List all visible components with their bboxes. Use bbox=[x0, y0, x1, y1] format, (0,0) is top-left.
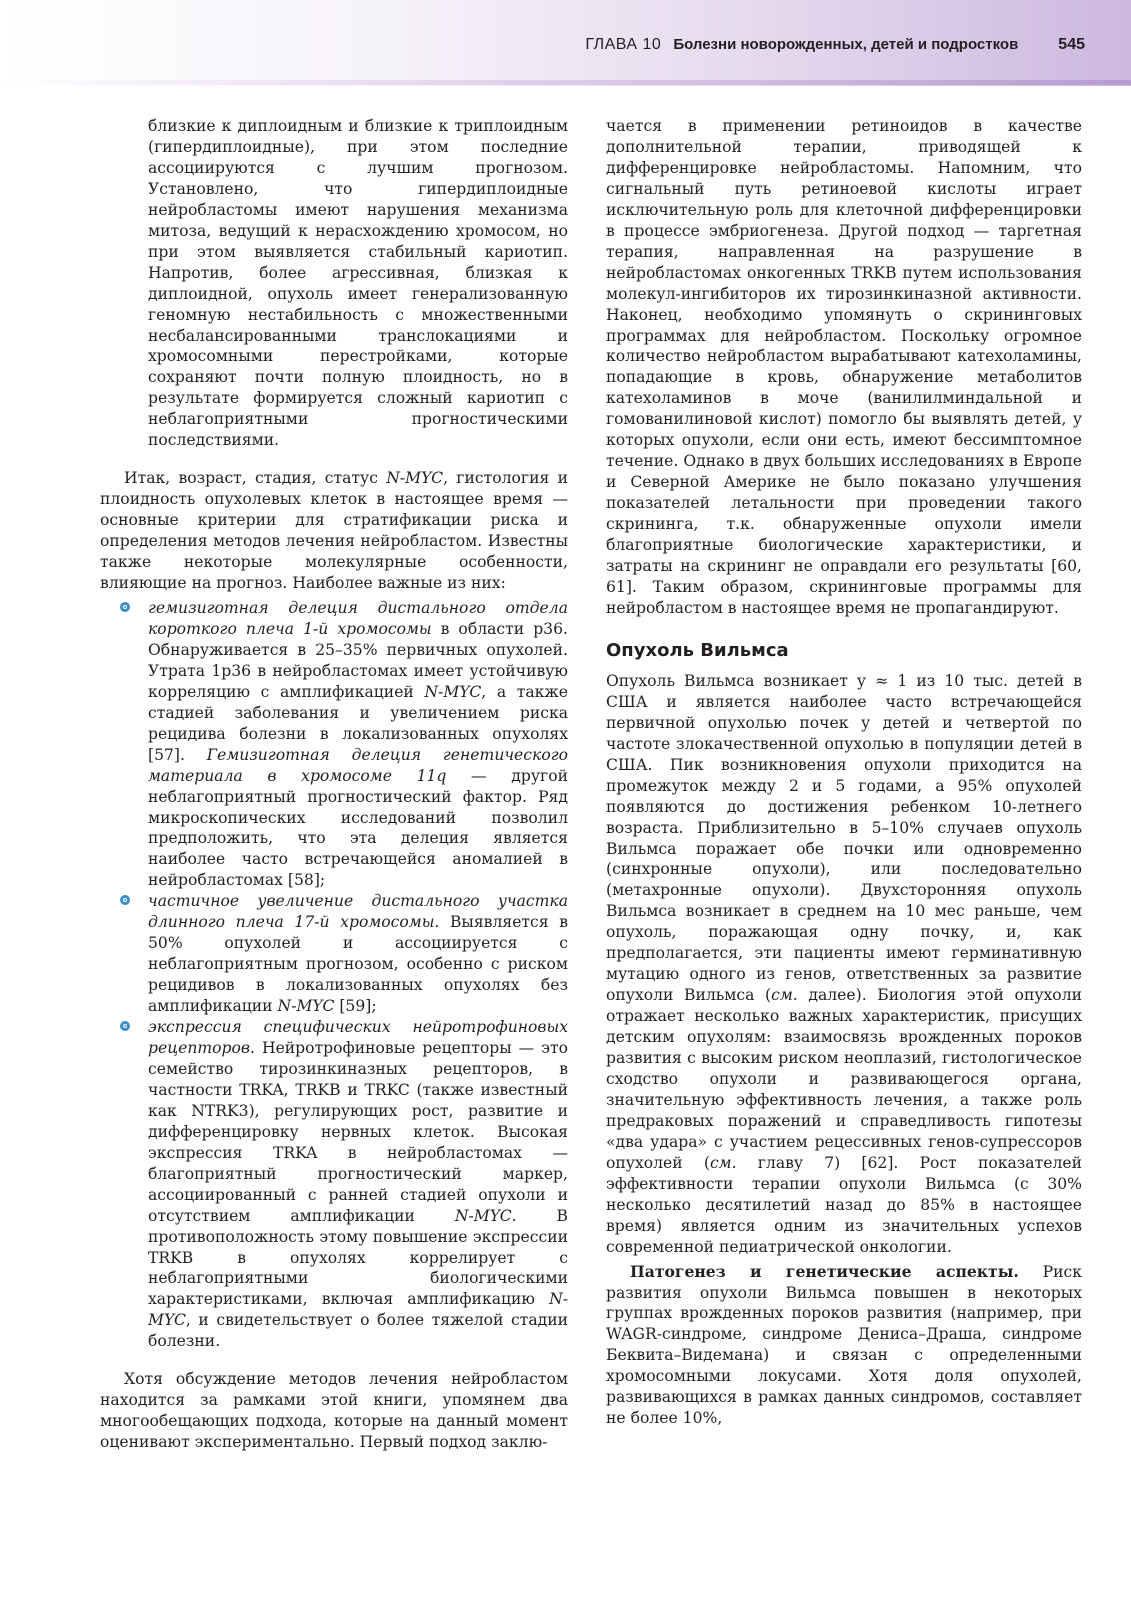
paragraph: чается в применении ретиноидов в качестве дополнительной терапии, приводящей к дифференцировке нейробластомы. Напомним, что сигнальный путь ретиноевой кислоты играет исключительную роль для клеточной дифференцировки в процессе эмбриогенеза. Другой подход — таргетная терапия, направленная на разрушение в нейробластомах онкогенных TRKB путем использования молекул-ингибиторов их тирозинкиназной активности. Наконец, необходимо упомянуть о скрининговых программах для нейробластом. Поскольку огромное количество нейробластом вырабатывают катехоламины, попадающие в кровь, обнаружение метаболитов катехоламинов в моче (ванилилминдальной и гомованилиновой кислот) помогло бы выявлять детей, у которых опухоли, если они есть, имеют бессимптомное течение. Однако в двух больших исследованиях в Европе и Северной Америке не было показано улучшения показателей летальности при проведении такого скрининга, т.к. обнаруженные опухоли имели благоприятные биологические характеристики, и затраты на скрининг не оправдали его результаты [60, 61]. Таким образом, скрининговые программы для нейробластом в настоящее время не пропагандируют. bbox=[606, 117, 1082, 617]
paragraph: Опухоль Вильмса возникает у ≈ 1 из 10 тыс. детей в США и является наиболее часто встречающейся первичной опухолью почек у детей и четвертой по частоте злокачественной опухолью в популяции детей в США. Пик возникновения опухоли приходится на промежуток между 2 и 5 годами, а 95% опухолей появляются до достижения ребенком 10-летнего возраста. Приблизительно в 5–10% случаев опухоль Вильмса поражает обе почки или одновременно (синхронные опухоли), или последовательно (метахронные опухоли). Двухсторонняя опухоль Вильмса возникает в среднем на 10 мес раньше, чем опухоль, поражающая одну почку, и, как предполагается, эти пациенты имеют герминативную мутацию одного из генов, ответственных за развитие опухоли Вильмса (см. далее). Биология этой опухоли отражает несколько важных характеристик, присущих детским опухолям: взаимосвязь врожденных пороков развития с высоким риском неоплазий, гистологическое сходство опухоли и развивающегося органа, значительную эффективность лечения, а также роль предраковых поражений и справедливость гипотезы «два удара» с участием рецессивных генов-супрессоров опухолей (см. главу 7) [62]. Рост показателей эффективности терапии опухоли Вильмса (с 30% несколько десятилетий назад до 85% в настоящее время) является одним из значительных успехов современной педиатрической онкологии. bbox=[606, 671, 1082, 1256]
paragraph: близкие к диплоидным и близкие к триплоидным (гипердиплоидные), при этом последние ассоциируются с лучшим прогнозом. Установлено, что гипердиплоидные нейробластомы имеют нарушения механизма митоза, ведущий к нерасхождению хромосом, но при этом выявляется стабильный кариотип. Напротив, более агрессивная, близкая к диплоидной, опухоль имеет генерализованную геномную нестабильность с множественными несбалансированными транслокациями и хромосомными перестройками, которые сохраняют почти полную плоидность, но в результате формируется сложный кариотип с неблагоприятными прогностическими последствиями. bbox=[148, 117, 568, 450]
paragraph: Хотя обсуждение методов лечения нейробластом находится за рамками этой книги, упомянем два многообещающих подхода, которые на данный момент оценивают экспериментально. Первый подход заклю- bbox=[100, 1370, 568, 1452]
list-item: экспрессия специфических нейротрофиновых рецепторов. Нейротрофиновые рецепторы — это семейство тирозинкиназных рецепторов, в частности TRKA, TRKB и TRKC (также известный как NTRK3), регулирующих рост, развитие и дифференцировку нервных клеток. Высокая экспрессия TRKA в нейробластомах — благоприятный прогностический маркер, ассоциированный с ранней стадией опухоли и отсутствием амплификации N-MYC. В противоположность этому повышение экспрессии TRKB в опухолях коррелирует с неблагоприятными биологическими характеристиками, включая амплификацию N-MYC, и свидетельствует о более тяжелой стадии болезни. bbox=[100, 1017, 568, 1352]
running-head bbox=[585, 36, 1085, 54]
header-rule bbox=[0, 80, 1131, 85]
list-item: гемизиготная делеция дистального отдела короткого плеча 1-й хромосомы в области p36. Обнаруживается в 25–35% первичных опухолей. Утрата 1p36 в нейробластомах имеет устойчивую корреляцию с амплификацией N-MYC, а также стадией заболевания и увеличением риска рецидива болезни в локализованных опухолях [57]. Гемизиготная делеция генетического материала в хромосоме 11q — другой неблагоприятный прогностический фактор. Ряд микроскопических исследований позволил предположить, что эта делеция является наиболее часто встречающейся аномалией в нейробластомах [58]; bbox=[100, 598, 568, 891]
right-column bbox=[606, 116, 1082, 1429]
page-header bbox=[0, 0, 1131, 86]
chapter-title: Болезни новорожденных, детей и подростков bbox=[673, 36, 1019, 53]
bullet-icon bbox=[120, 895, 130, 905]
bullet-list bbox=[100, 598, 568, 1352]
page-number: 545 bbox=[1058, 36, 1085, 53]
subsection-heading: Патогенез и генетические аспекты. bbox=[630, 1261, 1019, 1281]
chapter-label: ГЛАВА 10 bbox=[585, 36, 662, 53]
paragraph: Патогенез и генетические аспекты. Риск развития опухоли Вильмса повышен в некоторых группах врожденных пороков развития (например, при WAGR-синдроме, синдроме Дениса–Драша, синдроме Беквита–Видемана) и связан с определенными хромосомными локусами. Хотя доля опухолей, развивающихся в рамках данных синдромов, составляет не более 10%, bbox=[606, 1261, 1082, 1428]
bullet-icon bbox=[120, 602, 130, 612]
paragraph: Итак, возраст, стадия, статус N-MYC, гистология и плоидность опухолевых клеток в настоящее время — основные критерии для стратификации риска и определения методов лечения нейробластом. Известны также некоторые молекулярные особенности, влияющие на прогноз. Наиболее важные из них: bbox=[100, 469, 568, 593]
list-item: частичное увеличение дистального участка длинного плеча 17-й хромосомы. Выявляется в 50% опухолей и ассоциируется с неблагоприятным прогнозом, особенно с риском рецидивов в локализованных опухолях без амплификации N-MYC [59]; bbox=[100, 891, 568, 1017]
left-column bbox=[100, 116, 568, 1453]
section-title: Опухоль Вильмса bbox=[606, 639, 789, 661]
bullet-icon bbox=[120, 1021, 130, 1031]
